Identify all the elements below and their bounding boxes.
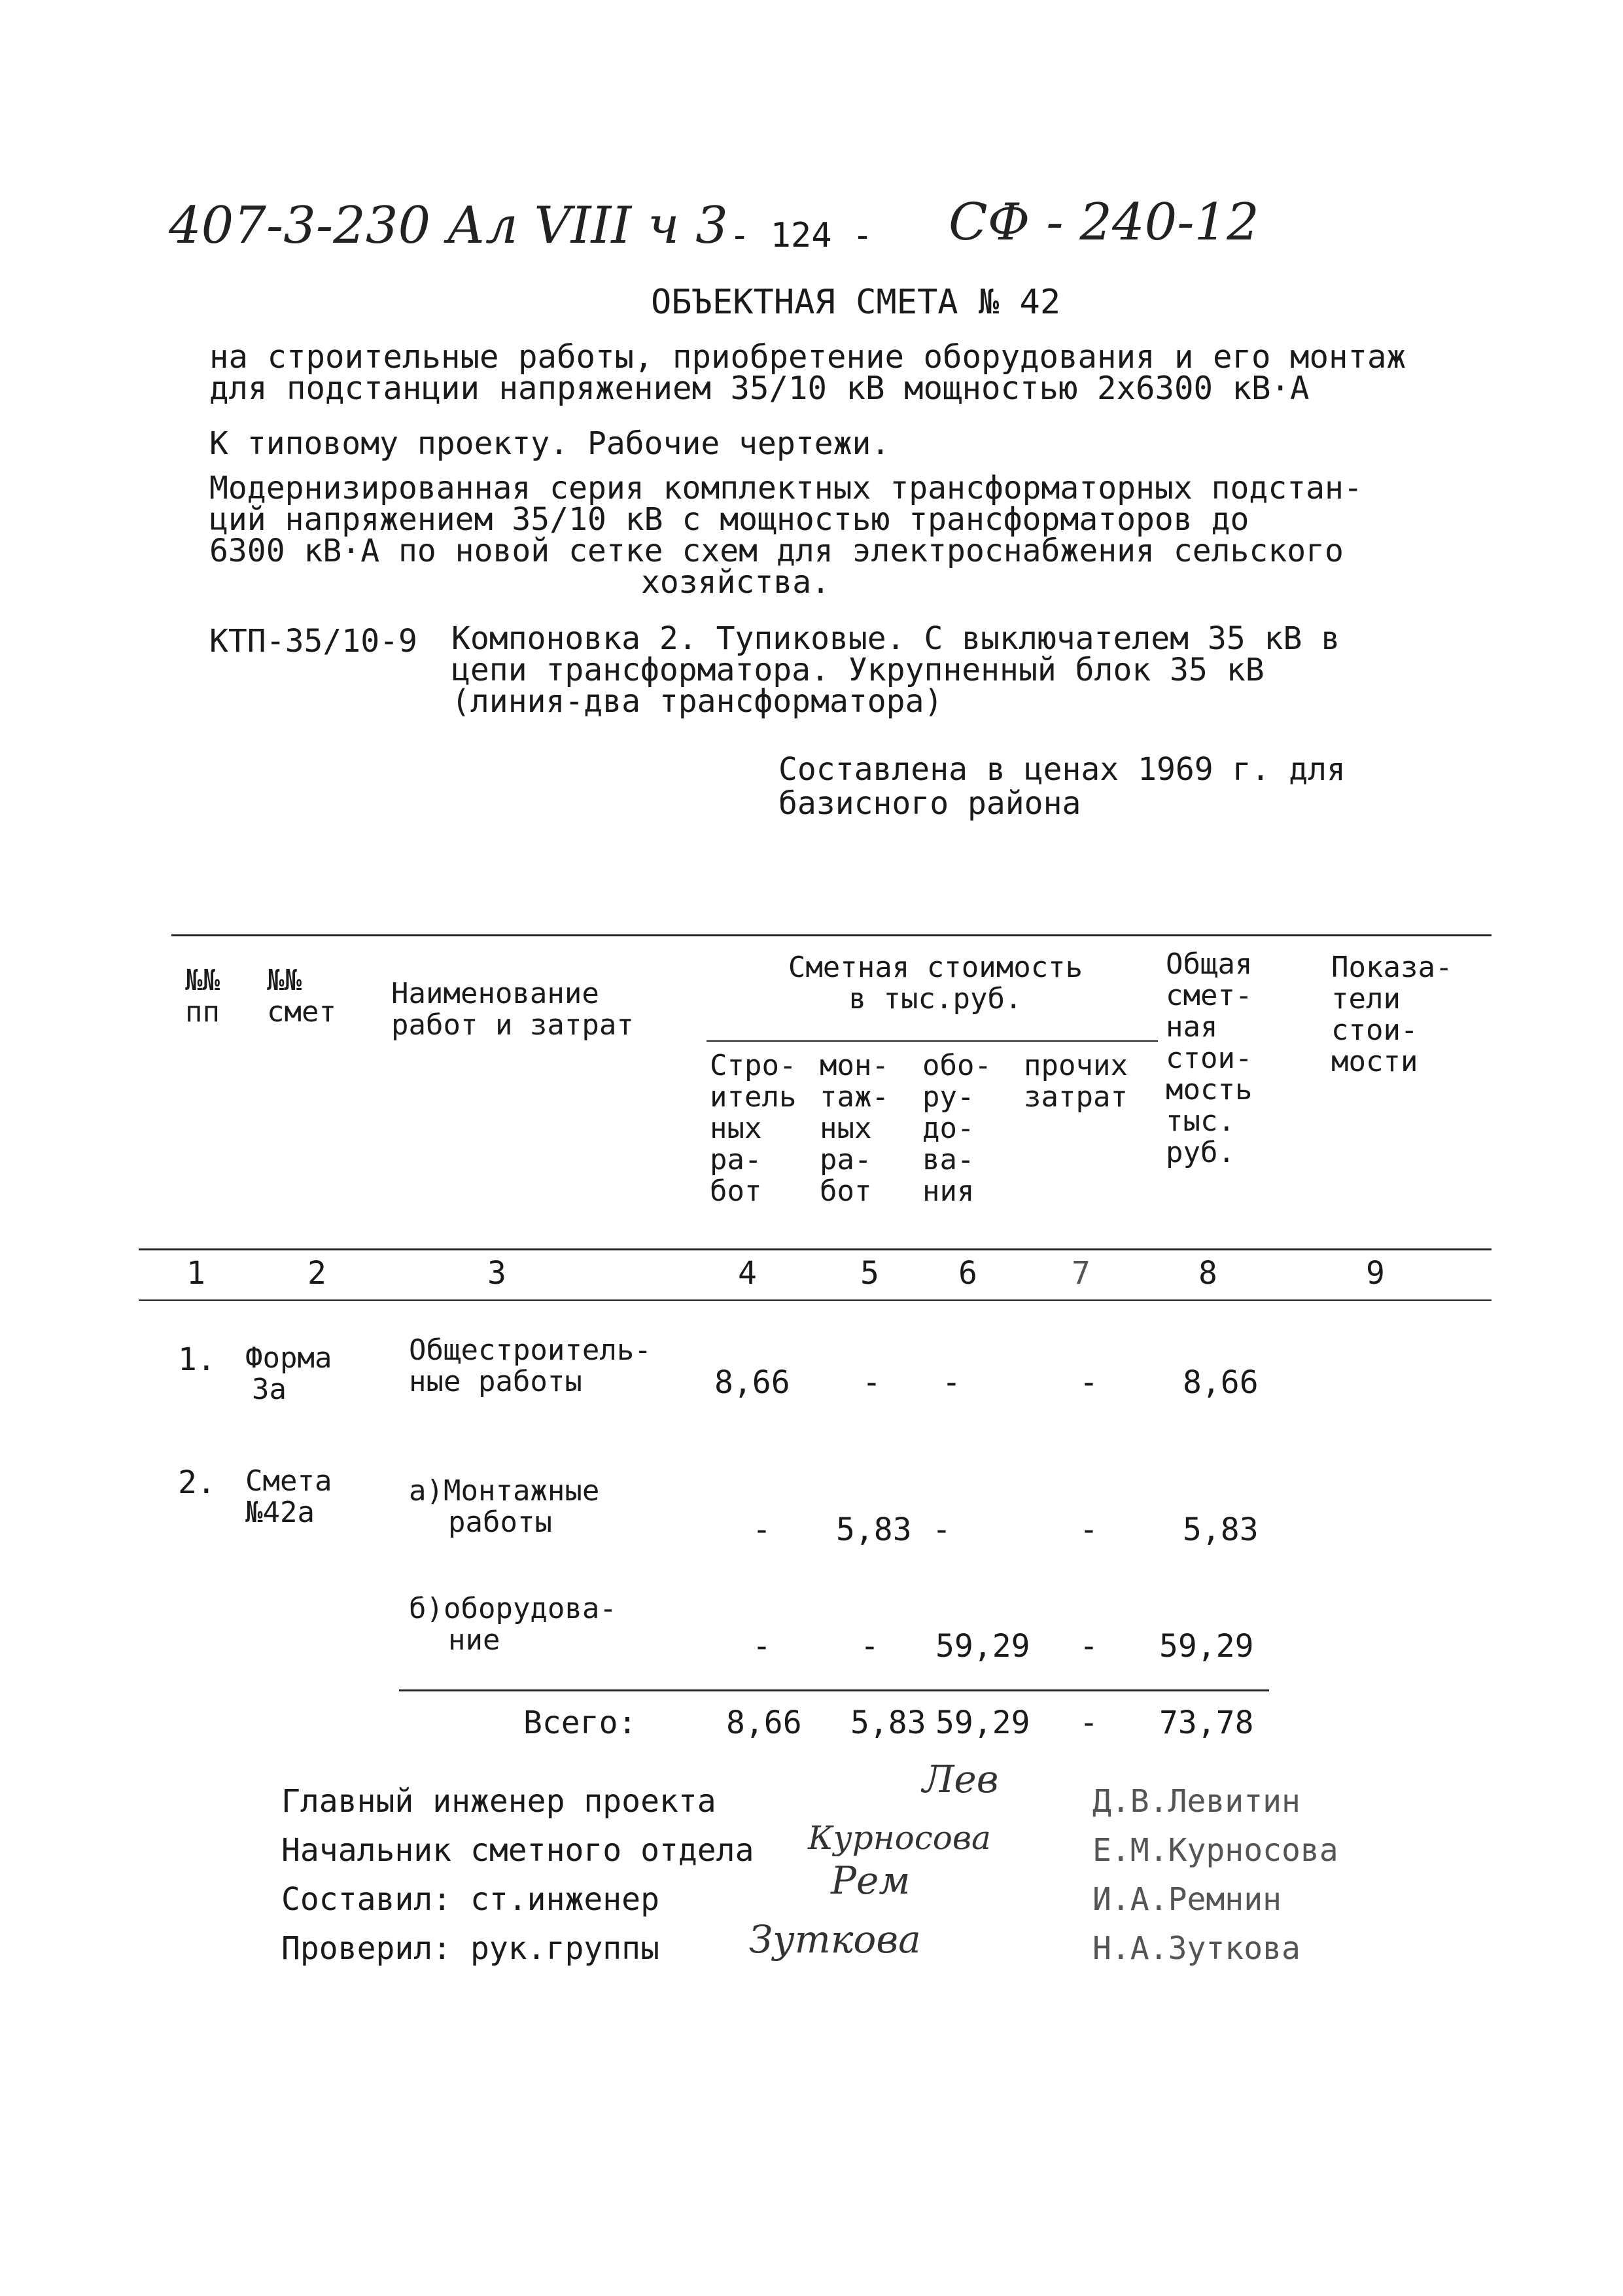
header-text: ра- bbox=[820, 1143, 872, 1176]
header-text: Общая bbox=[1166, 947, 1253, 981]
row-name bbox=[409, 1335, 652, 1398]
header-text: прочих bbox=[1024, 1049, 1128, 1082]
cell-text: Общестроитель- bbox=[409, 1333, 652, 1367]
ktp-line: (линия-два трансформатора) bbox=[451, 683, 943, 720]
header-text: Сметная стоимость bbox=[788, 951, 1083, 984]
signature-role: Составил: ст.инженер bbox=[281, 1881, 659, 1918]
subtitle-line: на строительные работы, приобретение оборудования и его монтаж bbox=[209, 338, 1406, 376]
header-col-6 bbox=[922, 1050, 992, 1207]
row-number: 2. bbox=[178, 1464, 216, 1501]
header-text: Показа- bbox=[1331, 951, 1453, 984]
column-number: 2 bbox=[307, 1255, 326, 1292]
ktp-line: Компоновка 2. Тупиковые. С выключателем 35 кВ в bbox=[451, 620, 1340, 657]
header-col-5 bbox=[820, 1050, 889, 1207]
document-subtitle bbox=[209, 338, 1406, 407]
series-description bbox=[209, 470, 1452, 601]
header-text: тыс. bbox=[1166, 1104, 1235, 1138]
total-installation: 5,83 bbox=[850, 1704, 926, 1741]
cell-text: ные работы bbox=[409, 1365, 582, 1398]
column-number: 7 bbox=[1072, 1255, 1091, 1292]
header-text: затрат bbox=[1024, 1080, 1128, 1114]
cell-construction: 8,66 bbox=[714, 1364, 790, 1401]
header-text: пп bbox=[185, 995, 220, 1029]
header-text: мости bbox=[1331, 1045, 1418, 1078]
cell-text: №42а bbox=[245, 1496, 315, 1529]
cell-text: б)оборудова- bbox=[409, 1592, 617, 1625]
header-text: №№ bbox=[267, 964, 302, 997]
header-bottom-rule bbox=[139, 1248, 1492, 1250]
header-text: ная bbox=[1166, 1010, 1218, 1044]
table-top-rule bbox=[171, 934, 1492, 936]
header-col-4 bbox=[710, 1050, 796, 1207]
total-other: - bbox=[1079, 1704, 1098, 1741]
cost-group-rule bbox=[707, 1040, 1158, 1042]
header-text: ру- bbox=[922, 1080, 975, 1114]
cell-construction: - bbox=[752, 1628, 771, 1665]
cell-text: ние bbox=[448, 1623, 500, 1657]
prices-note-line: Составлена в ценах 1969 г. для bbox=[778, 751, 1346, 788]
header-text: стои- bbox=[1166, 1042, 1253, 1075]
header-col-3 bbox=[391, 978, 634, 1041]
signature-role: Главный инженер проекта bbox=[281, 1783, 716, 1820]
cell-text: 3а bbox=[252, 1373, 287, 1406]
series-line: ций напряжением 35/10 кВ с мощностью трансформаторов до bbox=[209, 501, 1249, 538]
ktp-line: цепи трансформатора. Укрупненный блок 35 кВ bbox=[451, 652, 1265, 688]
header-text: бот bbox=[820, 1174, 872, 1208]
cell-text: работы bbox=[448, 1506, 552, 1539]
row-name bbox=[409, 1475, 599, 1538]
cell-equipment: - bbox=[942, 1364, 961, 1401]
column-number: 8 bbox=[1198, 1255, 1217, 1292]
cell-installation: - bbox=[862, 1364, 881, 1401]
subtitle-line: для подстанции напряжением 35/10 кВ мощностью 2х6300 кВ·А bbox=[209, 370, 1310, 407]
total-overall: 73,78 bbox=[1159, 1704, 1254, 1741]
header-col-1 bbox=[185, 965, 220, 1028]
header-text: до- bbox=[922, 1112, 975, 1145]
cell-total: 59,29 bbox=[1159, 1628, 1254, 1665]
handwritten-signature: Лев bbox=[922, 1757, 999, 1801]
header-col-2 bbox=[267, 965, 336, 1028]
cell-other: - bbox=[1079, 1511, 1098, 1548]
header-text: бот bbox=[710, 1174, 762, 1208]
cell-total: 8,66 bbox=[1183, 1364, 1259, 1401]
cell-other: - bbox=[1079, 1628, 1098, 1665]
signature-role: Проверил: рук.группы bbox=[281, 1930, 659, 1967]
series-line: Модернизированная серия комплектных трансформаторных подстан- bbox=[209, 470, 1363, 506]
column-number: 5 bbox=[860, 1255, 879, 1292]
cell-text: а)Монтажные bbox=[409, 1474, 600, 1508]
cell-other: - bbox=[1079, 1364, 1098, 1401]
handwritten-form-code: СФ - 240-12 bbox=[949, 193, 1259, 252]
header-text: работ и затрат bbox=[391, 1008, 634, 1042]
series-line: хозяйства. bbox=[641, 564, 830, 601]
signature-name: Н.А.Зуткова bbox=[1092, 1930, 1300, 1967]
header-cost-group bbox=[752, 952, 1119, 1015]
header-text: стои- bbox=[1331, 1014, 1418, 1047]
project-type: К типовому проекту. Рабочие чертежи. bbox=[209, 425, 890, 462]
document-title: ОБЪЕКТНАЯ СМЕТА № 42 bbox=[651, 283, 1061, 322]
cell-equipment: - bbox=[932, 1511, 951, 1548]
header-text: ра- bbox=[710, 1143, 762, 1176]
header-col-9 bbox=[1331, 952, 1452, 1078]
total-rule bbox=[399, 1689, 1269, 1691]
handwritten-archive-code: 407-3-230 Ал VIII ч 3 bbox=[169, 196, 728, 255]
cell-equipment: 59,29 bbox=[935, 1628, 1030, 1665]
total-equipment: 59,29 bbox=[935, 1704, 1030, 1741]
header-text: ния bbox=[922, 1174, 975, 1208]
cell-text: Смета bbox=[245, 1464, 332, 1498]
header-text: Стро- bbox=[710, 1049, 797, 1082]
header-text: ных bbox=[710, 1112, 762, 1145]
cell-installation: 5,83 bbox=[836, 1511, 912, 1548]
row-reference bbox=[245, 1466, 332, 1528]
header-text: руб. bbox=[1166, 1136, 1235, 1169]
header-text: Наименование bbox=[391, 977, 599, 1010]
header-text: обо- bbox=[922, 1049, 992, 1082]
total-construction: 8,66 bbox=[726, 1704, 802, 1741]
header-text: в тыс.руб. bbox=[848, 982, 1022, 1016]
column-number: 1 bbox=[186, 1255, 205, 1292]
column-number: 6 bbox=[958, 1255, 977, 1292]
signature-name: И.А.Ремнин bbox=[1092, 1881, 1282, 1918]
header-text: тели bbox=[1331, 982, 1401, 1016]
header-text: ва- bbox=[922, 1143, 975, 1176]
cell-text: Форма bbox=[245, 1341, 332, 1375]
header-col-8 bbox=[1166, 949, 1252, 1169]
column-number: 3 bbox=[487, 1255, 506, 1292]
header-text: мость bbox=[1166, 1073, 1253, 1106]
ktp-code: КТП-35/10-9 bbox=[209, 623, 417, 660]
header-text: смет bbox=[267, 995, 336, 1029]
row-reference bbox=[245, 1343, 332, 1405]
handwritten-signature: Зуткова bbox=[749, 1917, 921, 1962]
header-text: итель bbox=[710, 1080, 797, 1114]
signature-name: Е.М.Курносова bbox=[1092, 1832, 1338, 1869]
handwritten-signature: Рем bbox=[831, 1858, 911, 1903]
signature-name: Д.В.Левитин bbox=[1092, 1783, 1300, 1820]
header-text: №№ bbox=[185, 964, 220, 997]
cell-installation: - bbox=[860, 1628, 879, 1665]
header-text: смет- bbox=[1166, 979, 1253, 1012]
row-number: 1. bbox=[178, 1341, 216, 1378]
cell-total: 5,83 bbox=[1183, 1511, 1259, 1548]
header-text: мон- bbox=[820, 1049, 889, 1082]
header-text: таж- bbox=[820, 1080, 889, 1114]
handwritten-signature: Курносова bbox=[808, 1819, 991, 1857]
signature-role: Начальник сметного отдела bbox=[281, 1832, 754, 1869]
header-text: ных bbox=[820, 1112, 872, 1145]
column-number: 9 bbox=[1366, 1255, 1385, 1292]
cell-construction: - bbox=[752, 1511, 771, 1548]
ktp-description bbox=[451, 620, 1340, 720]
page-number: - 124 - bbox=[729, 216, 873, 255]
total-label: Всего: bbox=[523, 1704, 637, 1741]
series-line: 6300 кВ·А по новой сетке схем для электроснабжения сельского bbox=[209, 533, 1344, 569]
column-number: 4 bbox=[738, 1255, 757, 1292]
row-name bbox=[409, 1593, 617, 1656]
column-numbers-rule bbox=[139, 1299, 1492, 1301]
prices-note-line: базисного района bbox=[778, 785, 1081, 822]
header-col-7 bbox=[1024, 1050, 1128, 1113]
prices-note bbox=[778, 752, 1346, 821]
